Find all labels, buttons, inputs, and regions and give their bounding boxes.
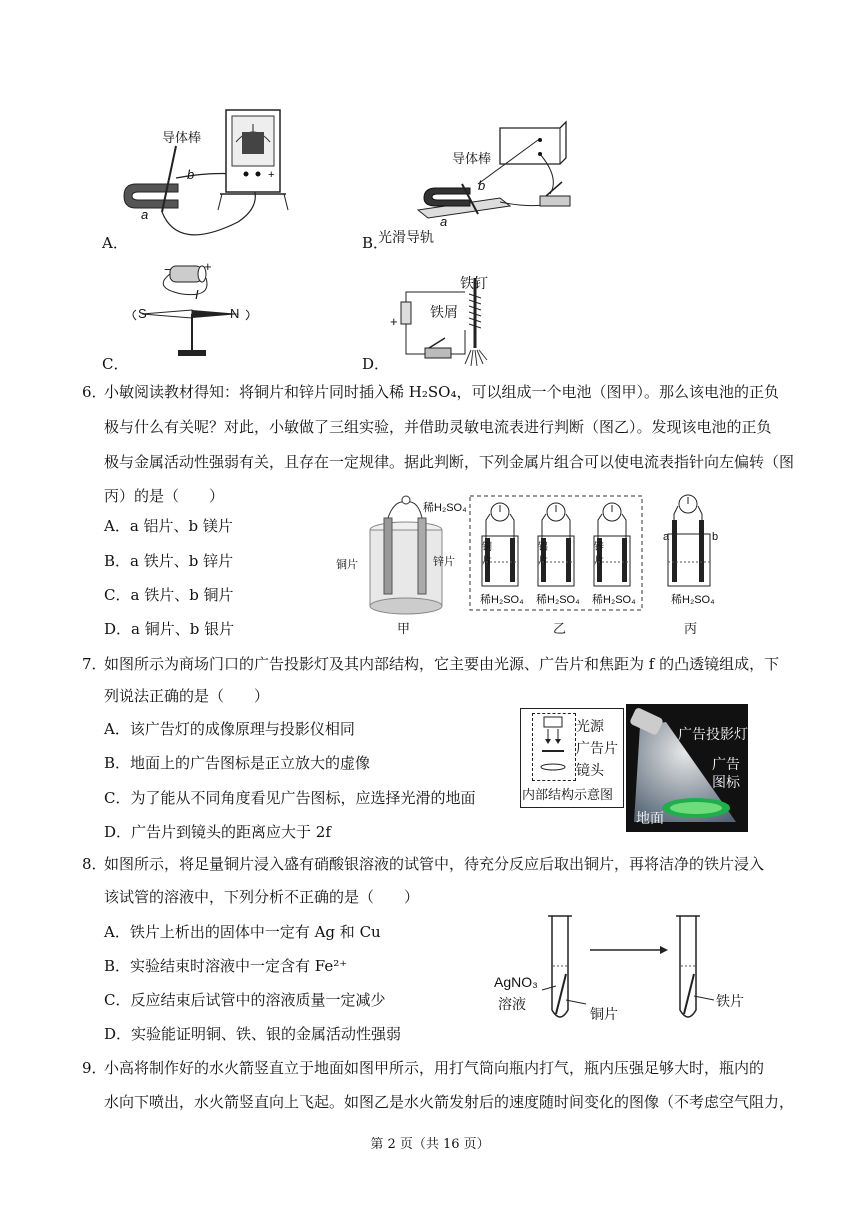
q6-acid-label: 稀H₂SO₄ [480,594,524,606]
q5c-n-label: N [230,306,240,321]
q5c-s-label: S [138,306,147,321]
q7-option-d[interactable]: D．广告片到镜头的距离应大于 2f [104,823,331,841]
q7-light-source-label: 光源 [576,718,604,734]
q8-solution-label: 溶液 [498,996,526,1012]
q8-stem-line: 该试管的溶液中，下列分析不正确的是（ ） [104,888,420,906]
q6-pair-label: 铜 [482,542,492,553]
q6-zinc-label: 锌片 [433,556,455,568]
q5b-a-label: a [440,214,448,229]
q5d-nail-label: 铁钉 [460,275,488,291]
q9-stem-line: 水向下喷出，水火箭竖直向上飞起。如图乙是水火箭发射后的速度随时间变化的图像（不考虑空气阻力， [104,1093,795,1111]
page-footer: 第 2 页（共 16 页） [370,1137,490,1152]
q8-iron-label: 铁片 [716,993,744,1009]
q7-inner-caption: 内部结构示意图 [522,787,614,802]
q6-acid-label: 稀H₂SO₄ [671,594,715,606]
q6-pair-label: 锌 [594,542,604,553]
q5-option-d[interactable]: D． [362,355,390,373]
q7-icon-label: 广告 [712,756,740,772]
q6-option-d[interactable]: D．a 铜片、b 银片 [104,620,235,638]
q5a-rod-label: 导体棒 [162,130,202,145]
q5-figure-a [118,102,298,252]
q7-slide-label: 广告片 [576,740,618,756]
q9-stem-line: 小高将制作好的水火箭竖直立于地面如图甲所示，用打气筒向瓶内打气，瓶内压强足够大时，瓶内的 [104,1059,765,1077]
q5c-current-label: I [195,287,199,302]
q6-stem-line: 极与金属活动性强弱有关，且存在一定规律。据此判断，下列金属片组合可以使电流表指针向左偏转（图 [104,453,795,471]
q6-option-a[interactable]: A．a 铝片、b 镁片 [104,517,233,535]
q5a-a-label: a [141,207,149,222]
q6-acid-label: 稀H₂SO₄ [423,502,467,514]
q8-stem-line: 如图所示，将足量铜片浸入盛有硝酸银溶液的试管中，待充分反应后取出铜片，再将洁净的铁片浸入 [104,855,765,873]
q6-copper-label: 铜片 [336,559,358,571]
q6-stem-line: 极与什么有关呢？对此，小敏做了三组实验，并借助灵敏电流表进行判断（图乙）。发现该电池的正负 [104,418,772,436]
q6-stem-line: 小敏阅读教材得知：将铜片和锌片同时插入稀 H₂SO₄，可以组成一个电池（图甲）。那么该电池的正负 [104,383,779,401]
q6-bing-b-label: b [712,531,719,543]
q7-inner-diagram [532,713,576,781]
q5-option-a[interactable]: A． [102,234,128,252]
q7-option-a[interactable]: A．该广告灯的成像原理与投影仪相同 [104,720,355,738]
q5b-rail-label: 光滑导轨 [378,229,434,245]
q6-number: 6． [82,383,107,401]
q6-acid-label: 稀H₂SO₄ [592,594,636,606]
q6-option-c[interactable]: C．a 铁片、b 铜片 [104,586,234,604]
q7-ground-label: 地面 [636,810,664,826]
q6-option-b[interactable]: B．a 铁片、b 锌片 [104,552,234,570]
q6-yi-caption: 乙 [553,621,567,636]
q8-copper-label: 铜片 [590,1006,618,1022]
q8-agno3-label: AgNO₃ [494,974,538,990]
q5-option-c[interactable]: C． [102,355,129,373]
q8-number: 8． [82,855,107,873]
q6-pair-label: 片 [482,556,492,567]
q7-number: 7． [82,655,107,673]
q8-option-c[interactable]: C．反应结束后试管中的溶液质量一定减少 [104,991,386,1009]
svg-text:+: + [268,169,275,181]
q6-bing-a-label: a [663,531,670,543]
q6-pair-label: 铝 [538,542,548,553]
q6-acid-label: 稀H₂SO₄ [536,594,580,606]
q5-option-b[interactable]: B． [362,234,389,252]
q6-pair-label: 片 [538,556,548,567]
q7-icon-label: 图标 [712,774,740,790]
q6-bing-caption: 丙 [684,621,698,636]
q6-jia-caption: 甲 [397,621,411,636]
q5d-plus: + [390,314,398,329]
q8-option-b[interactable]: B．实验结束时溶液中一定含有 Fe²⁺ [104,957,348,975]
q5b-rod-label: 导体棒 [452,151,492,166]
q6-pair-label: 片 [594,556,604,567]
q5d-filings-label: 铁屑 [430,304,458,320]
q7-option-b[interactable]: B．地面上的广告图标是正立放大的虚像 [104,754,371,772]
q5c-plus: + [204,259,212,274]
q7-stem-line: 如图所示为商场门口的广告投影灯及其内部结构，它主要由光源、广告片和焦距为 f 的凸透镜组成，下 [104,655,780,673]
q7-stem-line: 列说法正确的是（ ） [104,687,270,705]
q6-stem-line: 丙）的是（ ） [104,487,225,505]
q7-projector-label: 广告投影灯 [678,726,748,742]
q8-option-a[interactable]: A．铁片上析出的固体中一定有 Ag 和 Cu [104,923,381,941]
q7-option-c[interactable]: C．为了能从不同角度看见广告图标，应选择光滑的地面 [104,789,476,807]
q7-lens-label: 镜头 [576,762,604,778]
q9-number: 9． [82,1059,107,1077]
q8-option-d[interactable]: D．实验能证明铜、铁、银的金属活动性强弱 [104,1025,402,1043]
q6-figure [330,490,730,635]
q5-figure-b [410,118,580,248]
q5c-minus: − [164,262,172,277]
q5a-b-label: b [187,167,195,182]
q5b-b-label: b [478,178,486,193]
q8-figure [490,910,750,1030]
